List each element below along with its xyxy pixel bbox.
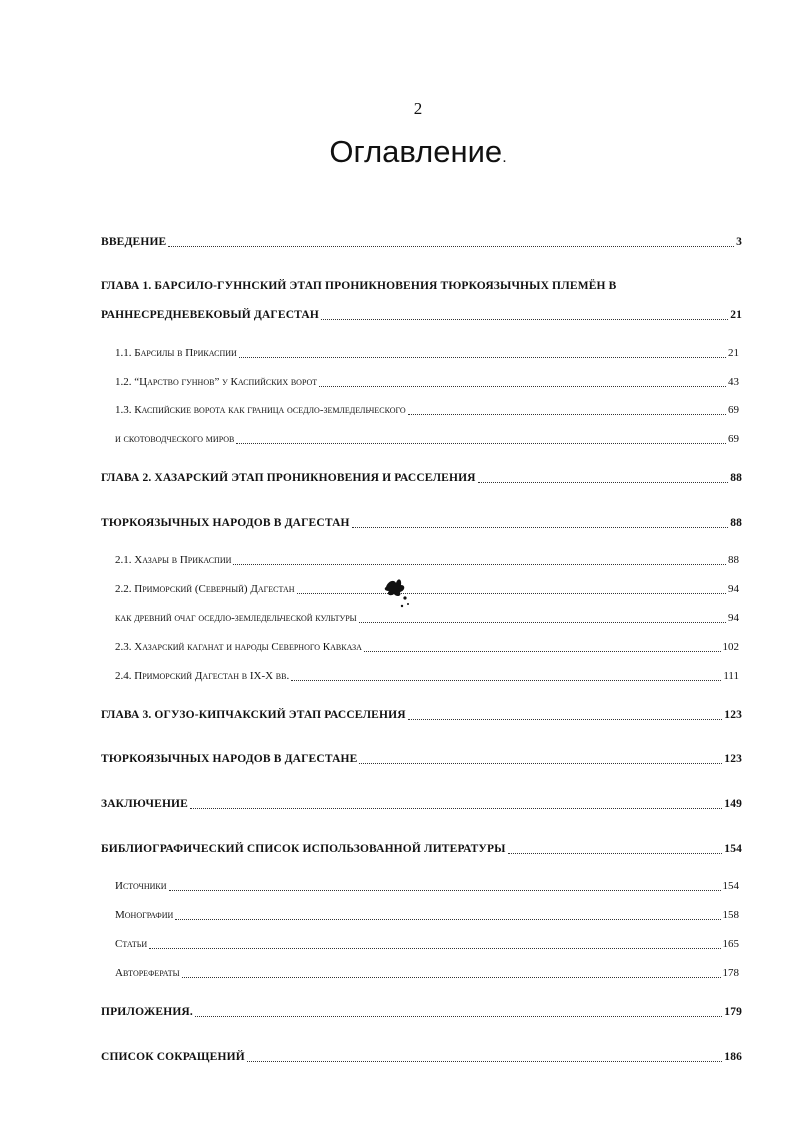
toc-entry	[101, 1045, 742, 1065]
toc-entry-page: 43	[728, 376, 739, 388]
dot-leader	[364, 643, 721, 652]
dot-leader	[359, 755, 722, 764]
toc-entry	[101, 1000, 742, 1020]
dot-leader	[149, 940, 720, 949]
toc-entry	[115, 398, 739, 418]
toc-entry-label: 1.2. “Царство гуннов” у Каспийских ворот	[115, 376, 318, 388]
toc-entry-page: 21	[728, 347, 739, 359]
toc-entry-page: 111	[723, 670, 739, 682]
toc-entry-page: 69	[728, 404, 739, 416]
toc-entry-page: 69	[728, 433, 739, 445]
toc-entry-page: 94	[728, 583, 739, 595]
toc-entry-label: 1.1. Барсилы в Прикаспии	[115, 347, 237, 359]
dot-leader	[408, 711, 723, 720]
toc-entry-label: 2.2. Приморский (Северный) Дагестан	[115, 583, 295, 595]
dot-leader	[352, 519, 729, 528]
toc-entry	[101, 747, 742, 767]
dot-leader	[508, 845, 723, 854]
toc-entry-page: 123	[724, 709, 742, 721]
toc-entry-label: ГЛАВА 3. ОГУЗО-КИПЧАКСКИЙ ЭТАП РАССЕЛЕНИЯ	[101, 709, 406, 721]
dot-leader	[408, 406, 726, 415]
toc-entry-label: 2.4. Приморский Дагестан в IX-X вв.	[115, 670, 290, 682]
toc-entry-label: БИБЛИОГРАФИЧЕСКИЙ СПИСОК ИСПОЛЬЗОВАННОЙ ЛИТЕРАТУРЫ	[101, 843, 506, 855]
dot-leader	[321, 311, 728, 320]
toc-entry	[115, 577, 739, 597]
toc-entry	[115, 370, 739, 390]
toc-entry-label: Монографии	[115, 909, 174, 921]
toc-entry-label: 2.3. Хазарский каганат и народы Северного Кавказа	[115, 641, 362, 653]
toc-entry-page: 165	[722, 938, 739, 950]
toc-entry-label: и скотоводческого миров	[115, 433, 235, 445]
toc-entry-label: как древний очаг оседло-земледельческой культуры	[115, 612, 357, 624]
toc-entry	[115, 635, 739, 655]
toc-entry-label: Авторефераты	[115, 967, 180, 979]
toc-entry-page: 179	[724, 1006, 742, 1018]
dot-leader	[291, 672, 721, 681]
toc-entry-label: ТЮРКОЯЗЫЧНЫХ НАРОДОВ В ДАГЕСТАН	[101, 517, 350, 529]
toc-entry	[101, 274, 742, 294]
toc-entry-label: ГЛАВА 1. БАРСИЛО-ГУННСКИЙ ЭТАП ПРОНИКНОВЕНИЯ ТЮРКОЯЗЫЧНЫХ ПЛЕМЁН В	[101, 280, 617, 292]
dot-leader	[247, 1053, 723, 1062]
toc-entry-page: 158	[722, 909, 739, 921]
toc-entry-label: ВВЕДЕНИЕ	[101, 236, 167, 248]
title-text: Оглавление	[329, 134, 503, 169]
page-number: 2	[413, 99, 423, 118]
toc-entry-label: СПИСОК СОКРАЩЕНИЙ	[101, 1051, 245, 1063]
toc-entry	[101, 792, 742, 812]
dot-leader	[239, 349, 726, 358]
dot-leader	[169, 882, 721, 891]
toc-entry-page: 154	[722, 880, 739, 892]
toc-entry-label: 2.1. Хазары в Прикаспии	[115, 554, 232, 566]
dot-leader	[190, 800, 722, 809]
toc-entry	[115, 932, 739, 952]
toc-entry-page: 123	[724, 753, 742, 765]
toc-entry-label: Источники	[115, 880, 167, 892]
toc-entry	[115, 548, 739, 568]
toc-entry-page: 186	[724, 1051, 742, 1063]
toc-entry-page: 94	[728, 612, 739, 624]
page-title	[0, 134, 793, 170]
toc-entry-label: ПРИЛОЖЕНИЯ.	[101, 1006, 193, 1018]
toc-entry-page: 21	[730, 309, 742, 321]
toc-entry-page: 88	[728, 554, 739, 566]
toc-entry	[115, 341, 739, 361]
dot-leader	[195, 1008, 722, 1017]
toc-entry-label: ГЛАВА 2. ХАЗАРСКИЙ ЭТАП ПРОНИКНОВЕНИЯ И РАССЕЛЕНИЯ	[101, 472, 476, 484]
toc-entry	[115, 664, 739, 684]
toc-entry	[115, 427, 739, 447]
toc-entry	[101, 837, 742, 857]
dot-leader	[478, 474, 729, 483]
dot-leader	[236, 435, 726, 444]
toc-entry-label: РАННЕСРЕДНЕВЕКОВЫЙ ДАГЕСТАН	[101, 309, 319, 321]
toc-entry	[101, 466, 742, 486]
ink-blot-icon	[378, 573, 418, 613]
toc-entry-label: 1.3. Каспийские ворота как граница оседло-земледельческого	[115, 404, 406, 416]
toc-entry	[115, 606, 739, 626]
toc-entry	[101, 511, 742, 531]
dot-leader	[233, 556, 726, 565]
toc-entry-page: 102	[722, 641, 739, 653]
title-suffix: .	[502, 149, 507, 166]
toc-entry-label: ЗАКЛЮЧЕНИЕ	[101, 798, 188, 810]
toc-entry-label: ТЮРКОЯЗЫЧНЫХ НАРОДОВ В ДАГЕСТАНЕ	[101, 753, 358, 765]
toc-entry	[115, 903, 739, 923]
dot-leader	[297, 585, 726, 594]
dot-leader	[359, 614, 726, 623]
toc-entry-page: 3	[736, 236, 742, 248]
dot-leader	[182, 969, 721, 978]
toc-entry	[101, 303, 742, 323]
toc-entry-label: Статьи	[115, 938, 148, 950]
toc-entry	[101, 230, 742, 250]
toc-entry	[115, 961, 739, 981]
toc-entry-page: 149	[724, 798, 742, 810]
toc-entry	[101, 703, 742, 723]
toc-entry-page: 178	[722, 967, 739, 979]
toc-entry-page: 88	[730, 517, 742, 529]
dot-leader	[319, 378, 726, 387]
toc-entry	[115, 874, 739, 894]
dot-leader	[168, 238, 734, 247]
toc-entry-page: 154	[724, 843, 742, 855]
toc-entry-page: 88	[730, 472, 742, 484]
dot-leader	[175, 911, 720, 920]
